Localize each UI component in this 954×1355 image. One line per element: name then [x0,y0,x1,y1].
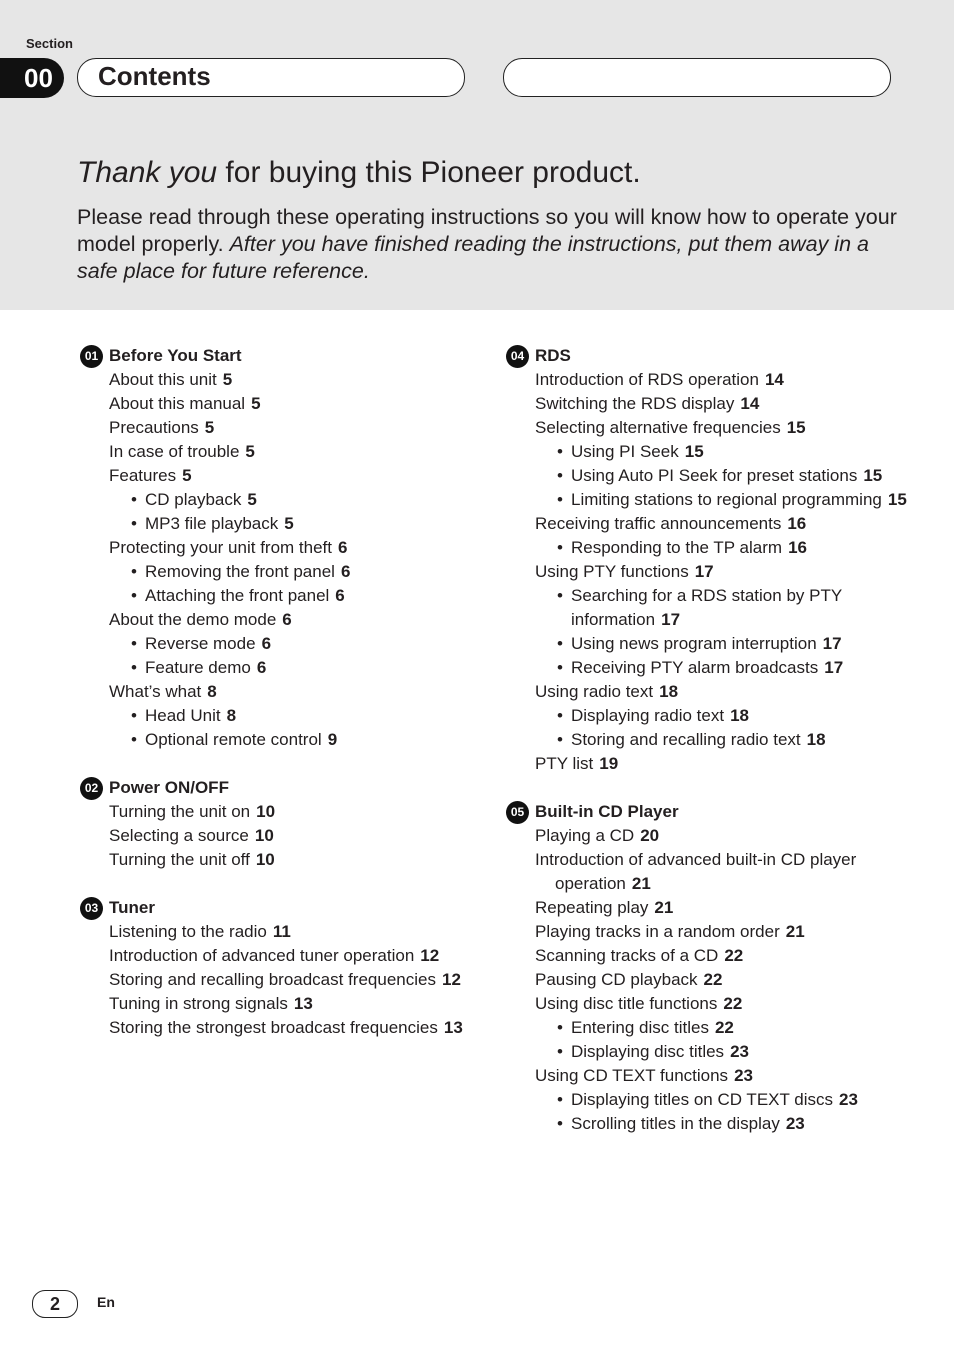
toc-entry-page: 14 [740,394,760,413]
toc-entry-title: PTY list [535,754,594,773]
toc-subentry[interactable] [80,488,480,512]
toc-entry-page: 11 [272,922,291,941]
toc-entry-title: Entering disc titles [571,1018,709,1037]
toc-subentry[interactable] [80,584,480,608]
toc-section-title: Power ON/OFF [109,778,229,797]
toc-entry-title: Using disc title functions [535,994,718,1013]
toc-entry[interactable] [506,896,926,920]
section-label: Section [26,36,73,51]
toc-entry-page: 21 [631,874,651,893]
intro-paragraph [77,204,897,285]
toc-entry-page: 12 [420,946,440,965]
toc-entry-title: Reverse mode [145,634,256,653]
toc-entry-page: 15 [863,466,883,485]
intro-body-italic: After you have finished reading the instructions, put them away in a safe place for future reference. [77,232,869,283]
toc-subentry[interactable] [506,656,926,680]
toc-entry-title: Turning the unit on [109,802,251,821]
toc-section-title: RDS [535,346,571,365]
toc-entry-page: 17 [694,562,714,581]
toc-entry-page: 15 [887,490,907,509]
toc-entry-title: Using PTY functions [535,562,689,581]
toc-section-heading[interactable] [80,344,480,368]
toc-entry[interactable] [506,944,926,968]
toc-subentry[interactable] [80,512,480,536]
toc-entry-page: 8 [226,706,237,725]
toc-entry-title: Scanning tracks of a CD [535,946,719,965]
page-title: Contents [98,61,211,91]
toc-entry-page: 5 [222,370,233,389]
toc-subentry[interactable] [506,704,926,728]
toc-entry-title: Limiting stations to regional programming [571,490,882,509]
toc-entry-title: Precautions [109,418,199,437]
toc-entry-title: Receiving traffic announcements [535,514,782,533]
toc-subentry[interactable] [506,1040,926,1064]
toc-entry[interactable] [506,368,926,392]
toc-entry-title: Searching for a RDS station by PTY information [571,586,842,629]
toc-entry-page: 22 [724,946,744,965]
empty-header-box [503,58,891,97]
toc-entry[interactable] [506,920,926,944]
toc-entry-list [506,368,926,776]
toc-entry-page: 16 [787,514,807,533]
toc-subentry[interactable] [506,488,926,512]
toc-entry-page: 14 [764,370,784,389]
toc-section-heading[interactable] [506,344,926,368]
toc-entry-title: Using radio text [535,682,654,701]
toc-entry-title: What’s what [109,682,202,701]
toc-entry[interactable] [80,992,480,1016]
toc-subentry[interactable] [506,1088,926,1112]
toc-subentry[interactable] [506,632,926,656]
toc-entry-title: Using CD TEXT functions [535,1066,729,1085]
toc-entry-page: 18 [730,706,749,725]
toc-entry[interactable] [80,416,480,440]
toc-section [80,776,480,872]
toc-entry-page: 22 [703,970,723,989]
toc-section [80,896,480,1040]
contents-title-box [77,58,465,97]
toc-entry-page: 5 [247,490,257,509]
toc-entry-title: Selecting a source [109,826,249,845]
toc-entry[interactable] [506,392,926,416]
toc-entry-page: 22 [714,1018,734,1037]
toc-entry-title: About this manual [109,394,246,413]
toc-entry-page: 5 [182,466,192,485]
toc-entry[interactable] [506,560,926,584]
toc-subentry[interactable] [506,584,926,632]
page-number: 2 [32,1290,78,1318]
toc-entry-page: 13 [443,1018,463,1037]
toc-section-heading[interactable] [506,800,926,824]
toc-entry-page: 17 [661,610,681,629]
toc-entry[interactable] [80,920,480,944]
toc-entry-page: 6 [335,586,345,605]
toc-subentry[interactable] [506,440,926,464]
toc-entry[interactable] [80,1016,480,1040]
toc-entry-title: Displaying titles on CD TEXT discs [571,1090,834,1109]
toc-entry[interactable] [506,968,926,992]
toc-entry[interactable] [80,368,480,392]
language-code: En [97,1294,115,1310]
toc-entry-title: Scrolling titles in the display [571,1114,780,1133]
toc-entry-page: 21 [785,922,805,941]
toc-entry-title: Switching the RDS display [535,394,735,413]
toc-entry-page: 9 [327,730,338,749]
toc-entry-title: Removing the front panel [145,562,335,581]
section-number-icon: 03 [80,897,103,920]
toc-entry-title: Attaching the front panel [145,586,330,605]
section-number-icon: 02 [80,777,103,800]
toc-subentry[interactable] [506,1016,926,1040]
toc-entry-page: 23 [839,1090,858,1109]
toc-left-column [80,344,480,1064]
toc-entry[interactable] [506,752,926,776]
toc-entry-page: 22 [723,994,743,1013]
intro-heading-italic: Thank you [77,156,218,189]
toc-entry-title: Features [109,466,177,485]
toc-entry[interactable] [506,824,926,848]
section-number-icon: 04 [506,345,529,368]
toc-entry-title: Tuning in strong signals [109,994,288,1013]
toc-section-heading[interactable] [80,776,480,800]
toc-entry-page: 18 [806,730,826,749]
toc-section-title: Tuner [109,898,155,917]
toc-entry-title: Repeating play [535,898,649,917]
toc-entry[interactable] [506,1064,926,1088]
toc-entry-page: 17 [824,658,844,677]
toc-entry-page: 6 [261,634,272,653]
toc-entry-page: 18 [659,682,679,701]
toc-entry-page: 5 [284,514,294,533]
toc-section-heading[interactable] [80,896,480,920]
section-number-icon: 01 [80,345,103,368]
toc-entry-page: 10 [254,826,274,845]
toc-subentry[interactable] [80,704,480,728]
toc-entry-page: 6 [256,658,267,677]
intro-heading-rest: for buying this Pioneer product. [217,156,641,189]
section-number-badge: 00 [0,58,64,98]
toc-entry-title: Using PI Seek [571,442,679,461]
toc-subentry[interactable] [506,1112,926,1136]
toc-entry-title: Pausing CD playback [535,970,698,989]
toc-entry-page: 23 [734,1066,753,1085]
toc-entry-page: 5 [251,394,261,413]
toc-entry-list [506,824,926,1136]
toc-section [506,344,926,776]
toc-subentry[interactable] [80,728,480,752]
toc-entry-page: 23 [785,1114,805,1133]
toc-entry-title: Displaying radio text [571,706,725,725]
toc-subentry[interactable] [80,632,480,656]
toc-entry-title: Introduction of RDS operation [535,370,759,389]
toc-entry-title: Storing and recalling broadcast frequencies [109,970,436,989]
toc-subentry[interactable] [80,560,480,584]
toc-entry[interactable] [80,944,480,968]
toc-entry-title: Head Unit [145,706,221,725]
toc-section-title: Built-in CD Player [535,802,679,821]
toc-entry-page: 6 [282,610,292,629]
toc-subentry[interactable] [506,464,926,488]
toc-entry-title: Using news program interruption [571,634,817,653]
toc-entry-page: 20 [640,826,660,845]
toc-entry-title: Turning the unit off [109,850,250,869]
toc-entry-page: 15 [786,418,806,437]
toc-subentry[interactable] [506,728,926,752]
toc-entry[interactable] [80,392,480,416]
toc-entry[interactable] [506,848,926,896]
toc-entry-title: Protecting your unit from theft [109,538,332,557]
toc-entry-title: Introduction of advanced built-in CD player operation [535,850,857,893]
toc-entry-page: 8 [207,682,217,701]
toc-entry-page: 13 [293,994,313,1013]
toc-entry-page: 5 [245,442,255,461]
toc-entry-list [80,800,480,872]
toc-entry-list [80,368,480,752]
toc-entry-title: Displaying disc titles [571,1042,725,1061]
toc-subentry[interactable] [506,536,926,560]
toc-entry-title: Listening to the radio [109,922,267,941]
toc-entry-page: 10 [256,802,276,821]
toc-entry-title: Storing and recalling radio text [571,730,801,749]
toc-entry-title: In case of trouble [109,442,240,461]
toc-entry-page: 6 [340,562,351,581]
toc-entry-page: 6 [338,538,348,557]
toc-entry[interactable] [506,416,926,440]
toc-entry-page: 16 [788,538,807,557]
intro-body-plain: Please read through these operating instructions so you will know how to operate your model properly. [77,205,897,256]
toc-entry[interactable] [80,800,480,824]
toc-entry[interactable] [80,680,480,704]
toc-right-column [506,344,926,1160]
toc-entry-page: 5 [204,418,215,437]
toc-entry-title: Storing the strongest broadcast frequencies [109,1018,438,1037]
toc-entry-title: Optional remote control [145,730,322,749]
toc-entry-page: 17 [822,634,842,653]
toc-entry-title: Introduction of advanced tuner operation [109,946,415,965]
toc-entry[interactable] [80,536,480,560]
toc-section-title: Before You Start [109,346,242,365]
toc-entry-page: 23 [730,1042,749,1061]
toc-section [80,344,480,752]
toc-entry[interactable] [80,464,480,488]
toc-entry[interactable] [80,440,480,464]
toc-entry[interactable] [80,608,480,632]
toc-entry-title: Using Auto PI Seek for preset stations [571,466,858,485]
toc-entry-title: Feature demo [145,658,251,677]
toc-entry[interactable] [506,992,926,1016]
toc-entry-title: About this unit [109,370,217,389]
toc-entry[interactable] [80,848,480,872]
toc-entry-page: 10 [255,850,275,869]
section-number-icon: 05 [506,801,529,824]
toc-entry-title: CD playback [145,490,242,509]
toc-entry[interactable] [506,680,926,704]
toc-entry-list [80,920,480,1040]
toc-entry-title: MP3 file playback [145,514,279,533]
toc-entry-title: Responding to the TP alarm [571,538,783,557]
toc-entry[interactable] [506,512,926,536]
toc-entry-title: Playing a CD [535,826,635,845]
toc-entry-page: 15 [684,442,704,461]
toc-entry[interactable] [80,824,480,848]
toc-entry[interactable] [80,968,480,992]
toc-entry-page: 12 [441,970,461,989]
toc-entry-title: About the demo mode [109,610,277,629]
intro-heading [77,156,641,190]
toc-entry-title: Selecting alternative frequencies [535,418,781,437]
toc-entry-title: Receiving PTY alarm broadcasts [571,658,819,677]
toc-entry-page: 19 [599,754,619,773]
toc-entry-title: Playing tracks in a random order [535,922,780,941]
toc-section [506,800,926,1136]
toc-entry-page: 21 [654,898,674,917]
toc-subentry[interactable] [80,656,480,680]
